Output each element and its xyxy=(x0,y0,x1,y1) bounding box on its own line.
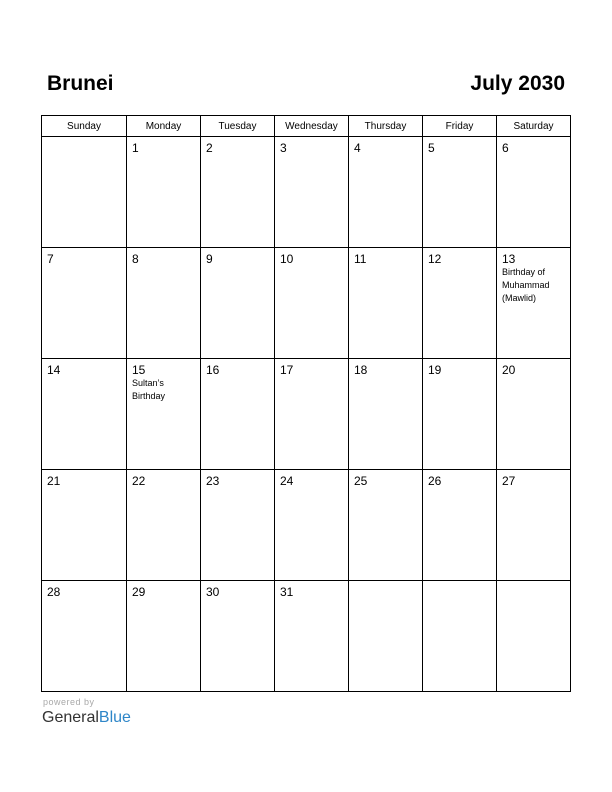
weekday-header-saturday: Saturday xyxy=(497,116,571,137)
day-cell xyxy=(275,470,349,581)
day-cell xyxy=(275,581,349,692)
day-cell xyxy=(349,581,423,692)
holiday-label: Birthday of Muhammad (Mawlid) xyxy=(502,267,550,303)
day-number: 16 xyxy=(206,363,220,377)
day-cell xyxy=(201,137,275,248)
day-cell xyxy=(497,581,571,692)
day-number: 29 xyxy=(132,585,146,599)
day-cell xyxy=(127,137,201,248)
day-number: 23 xyxy=(206,474,220,488)
day-cell xyxy=(349,137,423,248)
day-cell xyxy=(275,248,349,359)
day-number: 14 xyxy=(47,363,61,377)
day-number: 31 xyxy=(280,585,294,599)
day-number: 15 xyxy=(132,363,146,377)
day-number: 18 xyxy=(354,363,368,377)
day-cell xyxy=(42,581,127,692)
day-cell xyxy=(127,359,201,470)
day-cell xyxy=(497,359,571,470)
generalblue-logo-link[interactable] xyxy=(42,708,131,728)
brand-general-text: General xyxy=(42,709,99,726)
day-number: 6 xyxy=(502,141,509,155)
day-cell xyxy=(275,359,349,470)
country-title: Brunei xyxy=(47,72,114,95)
day-cell xyxy=(127,248,201,359)
weekday-header-tuesday: Tuesday xyxy=(201,116,275,137)
day-cell xyxy=(497,137,571,248)
day-number: 30 xyxy=(206,585,220,599)
week-row xyxy=(42,137,571,248)
week-row xyxy=(42,470,571,581)
day-number: 9 xyxy=(206,252,213,266)
weekday-header-row xyxy=(42,116,571,137)
day-cell xyxy=(127,581,201,692)
day-cell xyxy=(201,470,275,581)
day-cell xyxy=(127,470,201,581)
day-cell xyxy=(349,470,423,581)
weekday-header-sunday: Sunday xyxy=(42,116,127,137)
day-cell xyxy=(423,359,497,470)
day-number: 21 xyxy=(47,474,61,488)
weekday-header-monday: Monday xyxy=(127,116,201,137)
day-cell xyxy=(201,248,275,359)
powered-by-text: powered by xyxy=(43,697,95,707)
day-cell xyxy=(201,581,275,692)
day-cell xyxy=(42,470,127,581)
day-cell xyxy=(497,248,571,359)
day-cell xyxy=(42,248,127,359)
calendar-grid xyxy=(41,115,571,692)
month-year-title: July 2030 xyxy=(470,72,565,95)
week-row xyxy=(42,359,571,470)
day-cell xyxy=(349,359,423,470)
day-number: 20 xyxy=(502,363,516,377)
day-number: 5 xyxy=(428,141,435,155)
day-number: 25 xyxy=(354,474,368,488)
week-row xyxy=(42,248,571,359)
day-number: 8 xyxy=(132,252,139,266)
weekday-header-thursday: Thursday xyxy=(349,116,423,137)
day-number: 17 xyxy=(280,363,294,377)
day-number: 13 xyxy=(502,252,516,266)
day-cell xyxy=(201,359,275,470)
day-cell xyxy=(275,137,349,248)
day-number: 1 xyxy=(132,141,139,155)
week-row xyxy=(42,581,571,692)
day-cell xyxy=(423,137,497,248)
day-number: 10 xyxy=(280,252,294,266)
day-number: 4 xyxy=(354,141,361,155)
holiday-label: Sultan’s Birthday xyxy=(132,378,166,401)
day-number: 3 xyxy=(280,141,287,155)
day-cell xyxy=(42,137,127,248)
day-cell xyxy=(42,359,127,470)
day-cell xyxy=(423,581,497,692)
weekday-header-wednesday: Wednesday xyxy=(275,116,349,137)
day-number: 19 xyxy=(428,363,442,377)
day-cell xyxy=(423,248,497,359)
day-number: 2 xyxy=(206,141,213,155)
day-cell xyxy=(423,470,497,581)
day-number: 27 xyxy=(502,474,516,488)
day-number: 12 xyxy=(428,252,442,266)
day-number: 22 xyxy=(132,474,146,488)
weekday-header-friday: Friday xyxy=(423,116,497,137)
brand-blue-text: Blue xyxy=(98,709,131,726)
day-cell xyxy=(497,470,571,581)
day-number: 11 xyxy=(354,252,367,266)
day-number: 24 xyxy=(280,474,294,488)
day-number: 7 xyxy=(47,252,54,266)
day-cell xyxy=(349,248,423,359)
day-number: 28 xyxy=(47,585,61,599)
day-number: 26 xyxy=(428,474,442,488)
